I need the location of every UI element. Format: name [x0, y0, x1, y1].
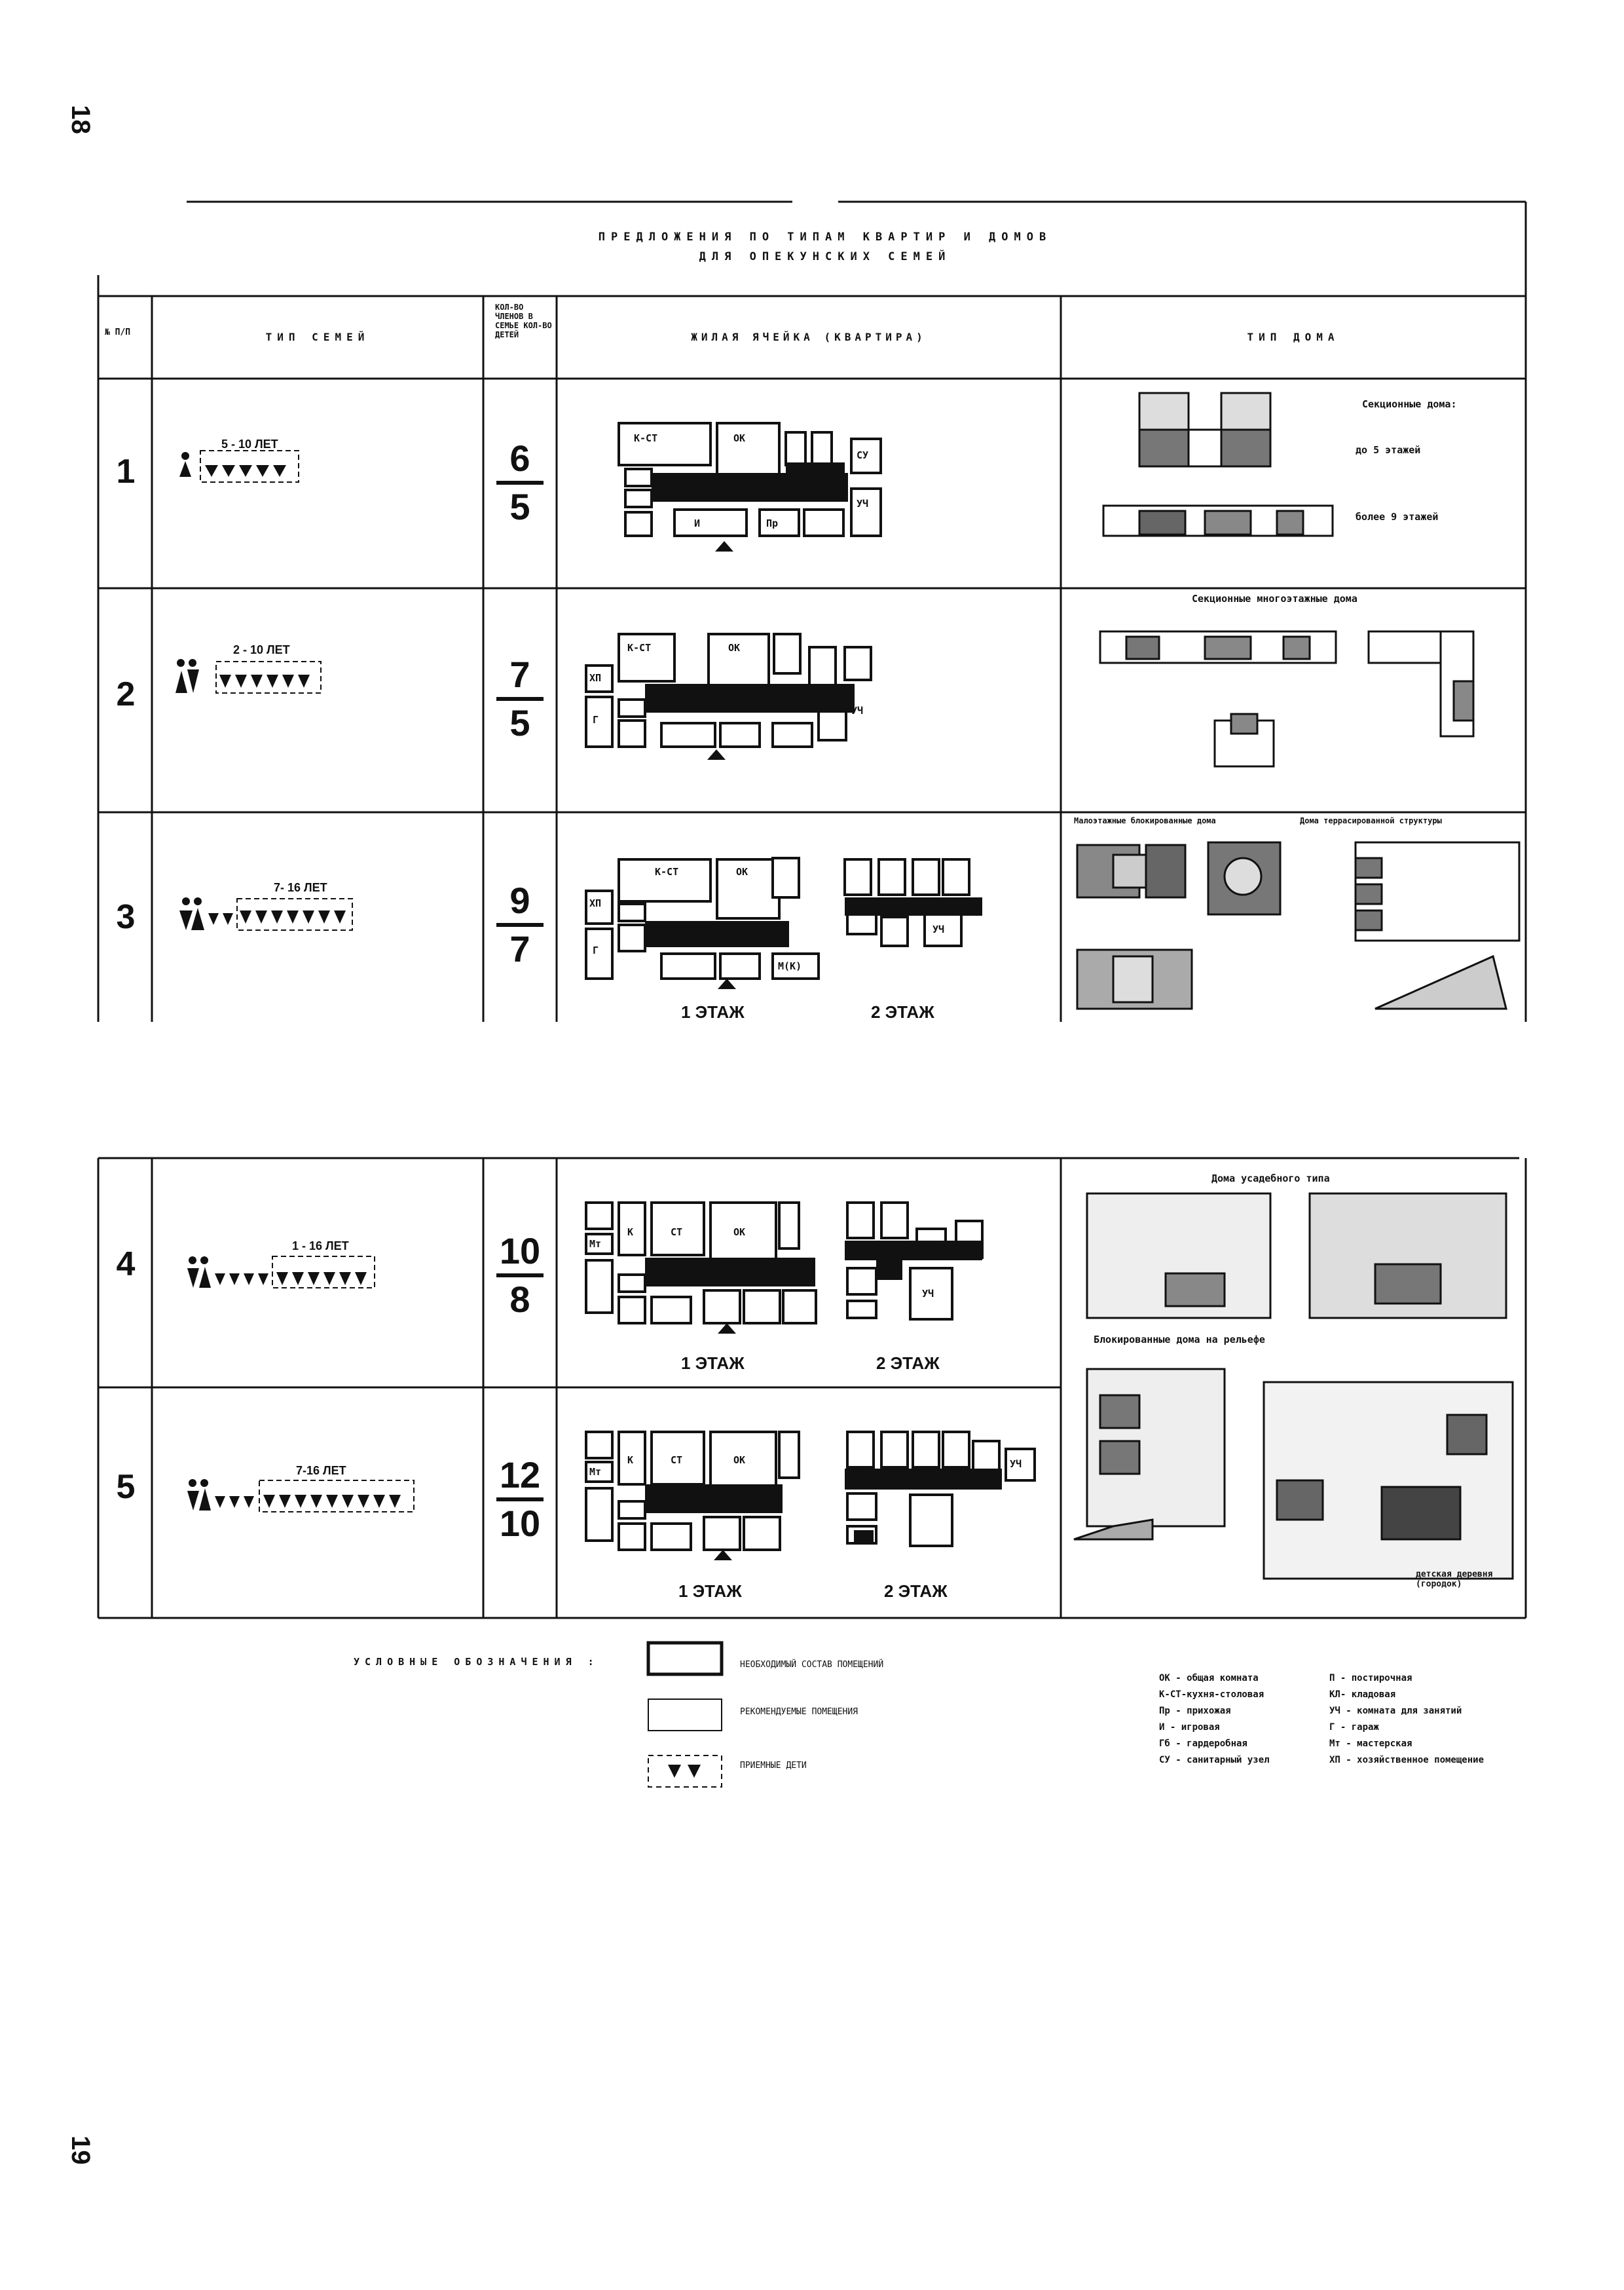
- legend-item-recommended: РЕКОМЕНДУЕМЫЕ ПОМЕЩЕНИЯ: [740, 1707, 858, 1717]
- age-range-4: 1 - 16 ЛЕТ: [292, 1239, 349, 1252]
- legend-label: УСЛОВНЫЕ ОБОЗНАЧЕНИЯ :: [354, 1656, 599, 1668]
- floor-label-2-row4: 2 ЭТАЖ: [876, 1353, 940, 1373]
- floor-label-1-row3: 1 ЭТАЖ: [681, 1002, 745, 1022]
- row-number-2: 2: [116, 675, 136, 713]
- header-family-type: ТИП СЕМЕЙ: [265, 331, 370, 343]
- abbr-left-5: СУ - санитарный узел: [1159, 1755, 1270, 1765]
- room-label-ok-5: ОК: [733, 1454, 746, 1466]
- page-title-line2: ДЛЯ ОПЕКУНСКИХ СЕМЕЙ: [699, 250, 951, 263]
- house-note-r3-b: Дома террасированной структуры: [1300, 816, 1442, 825]
- children-count-3: 7: [509, 928, 530, 969]
- header-members: КОЛ-ВО ЧЛЕНОВ В СЕМЬЕ КОЛ-ВО ДЕТЕЙ: [495, 303, 552, 339]
- abbr-right-0: П - постирочная: [1329, 1673, 1412, 1683]
- age-range-3: 7- 16 ЛЕТ: [274, 881, 327, 894]
- children-count-5: 10: [499, 1503, 541, 1544]
- room-label-ok-3: ОК: [736, 866, 748, 878]
- row-number-3: 3: [116, 898, 136, 936]
- room-label-k-4: К: [627, 1226, 634, 1238]
- row-number-5: 5: [116, 1468, 136, 1506]
- members-count-4: 10: [499, 1230, 541, 1271]
- room-label-i-1: И: [694, 517, 701, 529]
- room-label-kst-1: К-СТ: [634, 432, 658, 444]
- abbr-right-3: Г - гараж: [1329, 1722, 1379, 1733]
- house-note-r1-a: до 5 этажей: [1356, 444, 1421, 456]
- room-label-su-1: СУ: [857, 449, 869, 461]
- children-count-4: 8: [509, 1279, 530, 1320]
- row-number-4: 4: [116, 1245, 136, 1283]
- members-count-2: 7: [509, 654, 530, 695]
- house-note-r1-title: Секционные дома:: [1362, 398, 1457, 410]
- age-range-5: 7-16 ЛЕТ: [296, 1464, 346, 1477]
- floor-label-1-row5: 1 ЭТАЖ: [678, 1581, 742, 1601]
- room-label-k-5: К: [627, 1454, 634, 1466]
- children-count-2: 5: [509, 702, 530, 743]
- floor-label-2-row5: 2 ЭТАЖ: [884, 1581, 948, 1601]
- page-number-bottom: 19: [65, 2135, 95, 2165]
- floor-label-2-row3: 2 ЭТАЖ: [871, 1002, 934, 1022]
- abbr-left-list: [1159, 1670, 1270, 1769]
- room-label-kst-3: К-СТ: [655, 866, 679, 878]
- children-count-1: 5: [509, 486, 530, 527]
- room-label-st-5: СТ: [671, 1454, 683, 1466]
- age-range-1: 5 - 10 ЛЕТ: [221, 438, 278, 451]
- legend-item-required: НЕОБХОДИМЫЙ СОСТАВ ПОМЕЩЕНИЙ: [740, 1660, 884, 1670]
- abbr-right-2: УЧ - комната для занятий: [1329, 1706, 1462, 1716]
- header-house: ТИП ДОМА: [1247, 331, 1340, 343]
- floor-label-1-row4: 1 ЭТАЖ: [681, 1353, 745, 1373]
- abbr-left-0: ОК - общая комната: [1159, 1673, 1259, 1683]
- header-num: № П/П: [105, 328, 131, 337]
- abbr-left-4: Гб - гардеробная: [1159, 1738, 1247, 1749]
- abbr-left-1: К-СТ-кухня-столовая: [1159, 1689, 1264, 1700]
- room-label-ok-1: ОК: [733, 432, 746, 444]
- room-label-uch-3: УЧ: [932, 924, 945, 935]
- members-count-5: 12: [499, 1454, 541, 1495]
- page-title-line1: ПРЕДЛОЖЕНИЯ ПО ТИПАМ КВАРТИР И ДОМОВ: [598, 231, 1052, 244]
- members-count-1: 6: [509, 438, 530, 479]
- legend-item-foster-children: ПРИЕМНЫЕ ДЕТИ: [740, 1761, 807, 1771]
- page-number-top: 18: [65, 105, 95, 134]
- room-label-g-3: Г: [593, 945, 599, 956]
- house-note-r5-title: Блокированные дома на рельефе: [1094, 1334, 1265, 1345]
- house-note-r5-village: детская деревня (городок): [1416, 1569, 1493, 1589]
- house-note-r1-b: более 9 этажей: [1356, 511, 1439, 523]
- abbr-right-4: Мт - мастерская: [1329, 1738, 1412, 1749]
- room-label-uch-2: УЧ: [851, 705, 864, 717]
- room-label-kst-2: К-СТ: [627, 642, 652, 654]
- members-count-3: 9: [509, 880, 530, 921]
- room-label-uch-1: УЧ: [857, 498, 869, 510]
- header-cell: ЖИЛАЯ ЯЧЕЙКА (КВАРТИРА): [691, 331, 927, 343]
- abbr-right-5: ХП - хозяйственное помещение: [1329, 1755, 1485, 1765]
- room-label-uch-4: УЧ: [922, 1288, 934, 1300]
- room-label-ok-2: ОК: [728, 642, 741, 654]
- room-label-st-4: СТ: [671, 1226, 683, 1238]
- room-label-g-2: Г: [593, 714, 599, 726]
- room-label-ok-4: ОК: [733, 1226, 746, 1238]
- room-label-mt-4: Мт: [589, 1238, 602, 1250]
- house-note-r4-title: Дома усадебного типа: [1211, 1173, 1330, 1184]
- row-number-1: 1: [116, 453, 136, 491]
- age-range-2: 2 - 10 ЛЕТ: [233, 643, 290, 656]
- house-note-r3-a: Малоэтажные блокированные дома: [1074, 816, 1216, 825]
- abbr-left-3: И - игровая: [1159, 1722, 1220, 1733]
- room-label-hp-2: ХП: [589, 672, 602, 684]
- abbr-right-list: [1329, 1670, 1484, 1769]
- room-label-mt-5: Мт: [589, 1466, 602, 1478]
- abbr-right-1: КЛ- кладовая: [1329, 1689, 1396, 1700]
- room-label-hp-3: ХП: [589, 897, 602, 909]
- abbr-left-2: Пр - прихожая: [1159, 1706, 1231, 1716]
- room-label-m-3: М(К): [778, 960, 802, 972]
- room-label-pr-1: Пр: [766, 517, 779, 529]
- house-note-r2-title: Секционные многоэтажные дома: [1192, 593, 1357, 605]
- room-label-uch-5: УЧ: [1010, 1458, 1022, 1470]
